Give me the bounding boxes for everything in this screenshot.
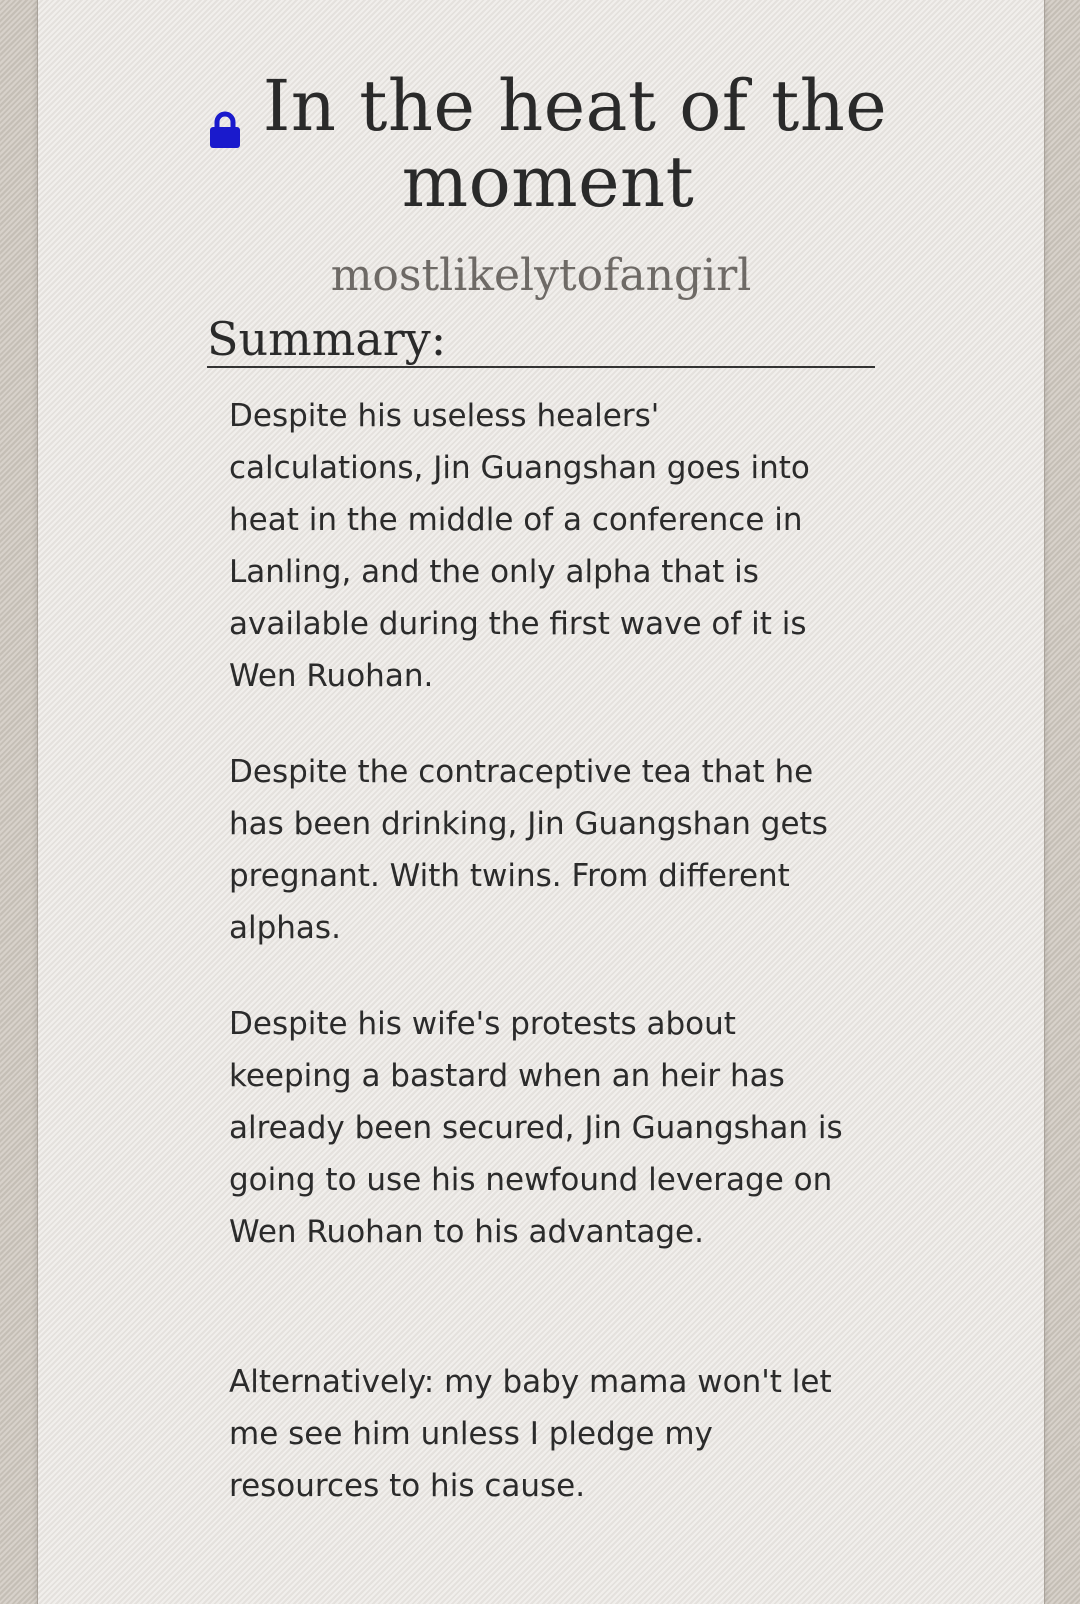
summary-heading: Summary: [207, 312, 875, 368]
lock-icon [209, 87, 241, 125]
summary-paragraph: Despite the contraceptive tea that he has been drinking, Jin Guangshan gets pregnant. With twins. From different alphas. [229, 754, 828, 946]
work-page [37, 0, 1045, 1604]
summary-body [229, 390, 849, 1556]
summary-paragraph: Despite his useless healers' calculations, Jin Guangshan goes into heat in the middle of a conference in Lanling, and the only alpha that is available during the first wave of it is Wen Ruohan. [229, 398, 810, 694]
work-title-text[interactable]: In the heat of the moment [262, 65, 888, 223]
work-title [208, 65, 888, 223]
summary-paragraph: Despite his wife's protests about keeping a bastard when an heir has already been secured, Jin Guangshan is going to use his newfound leverage on Wen Ruohan to his advantage. [229, 1006, 843, 1250]
work-author[interactable]: mostlikelytofangirl [330, 250, 752, 301]
work-header [208, 65, 888, 223]
summary-paragraph: Alternatively: my baby mama won't let me see him unless I pledge my resources to his cause. [229, 1364, 832, 1504]
